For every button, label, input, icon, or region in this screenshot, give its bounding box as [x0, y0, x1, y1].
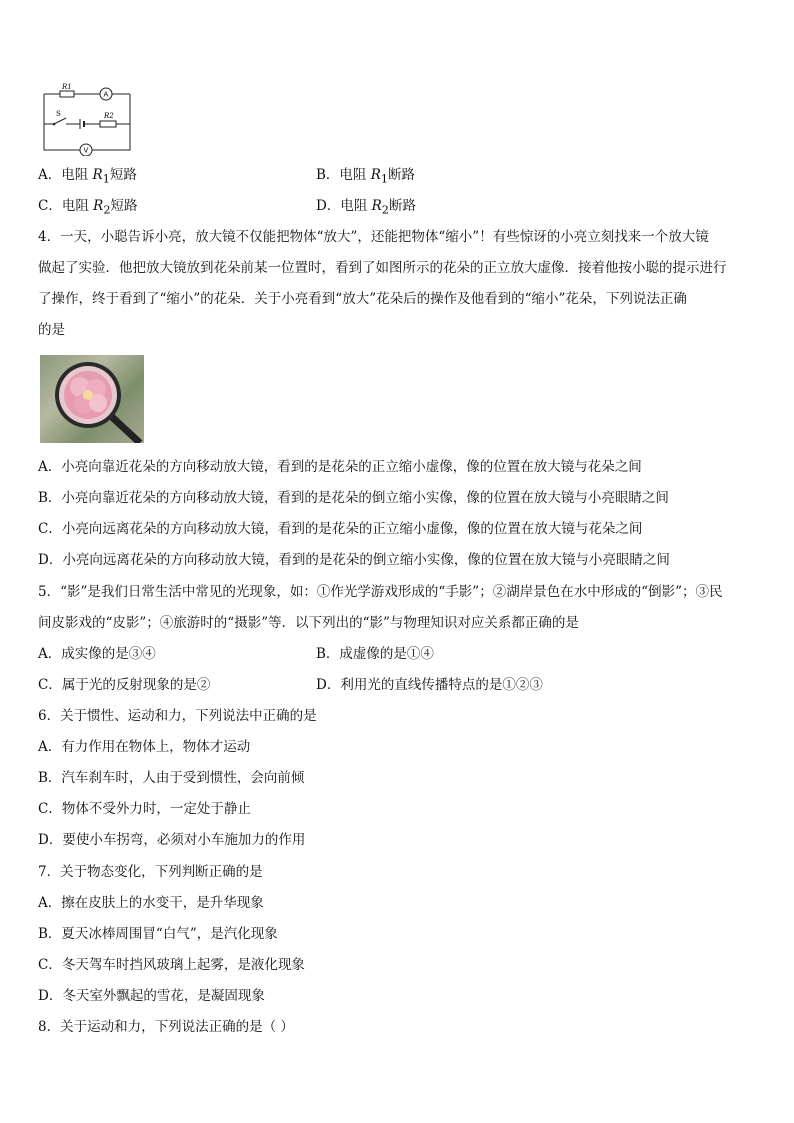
q7-stem: 7．关于物态变化，下列判断正确的是: [38, 864, 263, 880]
q6-option-a: A．有力作用在物体上，物体才运动: [38, 739, 251, 755]
q7-option-b: B．夏天冰棒周围冒“白气”，是汽化现象: [38, 926, 278, 942]
label-voltmeter: V: [83, 146, 89, 155]
resistor-r1: [60, 91, 74, 97]
q5-stem-line: 间皮影戏的“皮影”；④旅游时的“摄影”等．以下列出的“影”与物理知识对应关系都正确的是: [38, 615, 579, 631]
q3-option-a: A．电阻 $R_1$短路: [38, 167, 137, 186]
label-switch: S: [56, 110, 61, 118]
q4-option-b: B．小亮向靠近花朵的方向移动放大镜，看到的是花朵的倒立缩小实像，像的位置在放大镜与小亮眼睛之间: [38, 490, 669, 506]
magnifier-flower-photo: [40, 355, 144, 443]
q7-option-d: D．冬天室外飘起的雪花，是凝固现象: [38, 988, 265, 1004]
q3-option-c: C．电阻 $R_2$短路: [38, 198, 138, 217]
q4-option-d: D．小亮向远离花朵的方向移动放大镜，看到的是花朵的倒立缩小实像，像的位置在放大镜与小亮眼睛之间: [38, 552, 670, 568]
q3-option-b: B．电阻 $R_1$断路: [316, 167, 416, 186]
q4-stem-line: 4．一天，小聪告诉小亮，放大镜不仅能把物体“放大”，还能把物体“缩小”！有些惊讶的小亮立刻找来一个放大镜: [38, 229, 709, 245]
q6-option-d: D．要使小车拐弯，必须对小车施加力的作用: [38, 832, 306, 848]
resistor-r2: [100, 121, 116, 127]
q5-option-b: B．成虚像的是①④: [316, 646, 434, 662]
q4-stem-line: 做起了实验．他把放大镜放到花朵前某一位置时，看到了如图所示的花朵的正立放大虚像．接着他按小聪的提示进行: [38, 260, 727, 276]
q5-option-c: C．属于光的反射现象的是②: [38, 677, 211, 693]
q3-option-d: D．电阻 $R_2$断路: [316, 198, 416, 217]
q5-option-d: D．利用光的直线传播特点的是①②③: [316, 677, 543, 693]
q4-option-a: A．小亮向靠近花朵的方向移动放大镜，看到的是花朵的正立缩小虚像，像的位置在放大镜与花朵之间: [38, 459, 642, 475]
label-r1: R1: [62, 83, 72, 91]
q4-stem-line: 了操作，终于看到了“缩小”的花朵．关于小亮看到“放大”花朵后的操作及他看到的“缩小”花朵，下列说法正确: [38, 291, 687, 307]
q7-option-c: C．冬天驾车时挡风玻璃上起雾，是液化现象: [38, 957, 305, 973]
q7-option-a: A．擦在皮肤上的水变干，是升华现象: [38, 895, 264, 911]
circuit-diagram: [36, 78, 136, 156]
q6-option-b: B．汽车刹车时，人由于受到惯性，会向前倾: [38, 770, 305, 786]
q8-stem: 8．关于运动和力，下列说法正确的是（ ）: [38, 1019, 294, 1035]
switch-icon: [54, 118, 66, 124]
q4-stem-line: 的是: [38, 322, 65, 338]
q4-option-c: C．小亮向远离花朵的方向移动放大镜，看到的是花朵的正立缩小虚像，像的位置在放大镜与花朵之间: [38, 521, 643, 537]
q5-stem-line: 5．“影”是我们日常生活中常见的光现象，如：①作光学游戏形成的“手影”；②湖岸景色在水中形成的“倒影”；③民: [38, 584, 723, 600]
label-ammeter: A: [103, 90, 109, 99]
q6-stem: 6．关于惯性、运动和力，下列说法中正确的是: [38, 708, 317, 724]
q5-option-a: A．成实像的是③④: [38, 646, 156, 662]
label-r2: R2: [104, 112, 114, 120]
q6-option-c: C．物体不受外力时，一定处于静止: [38, 801, 251, 817]
